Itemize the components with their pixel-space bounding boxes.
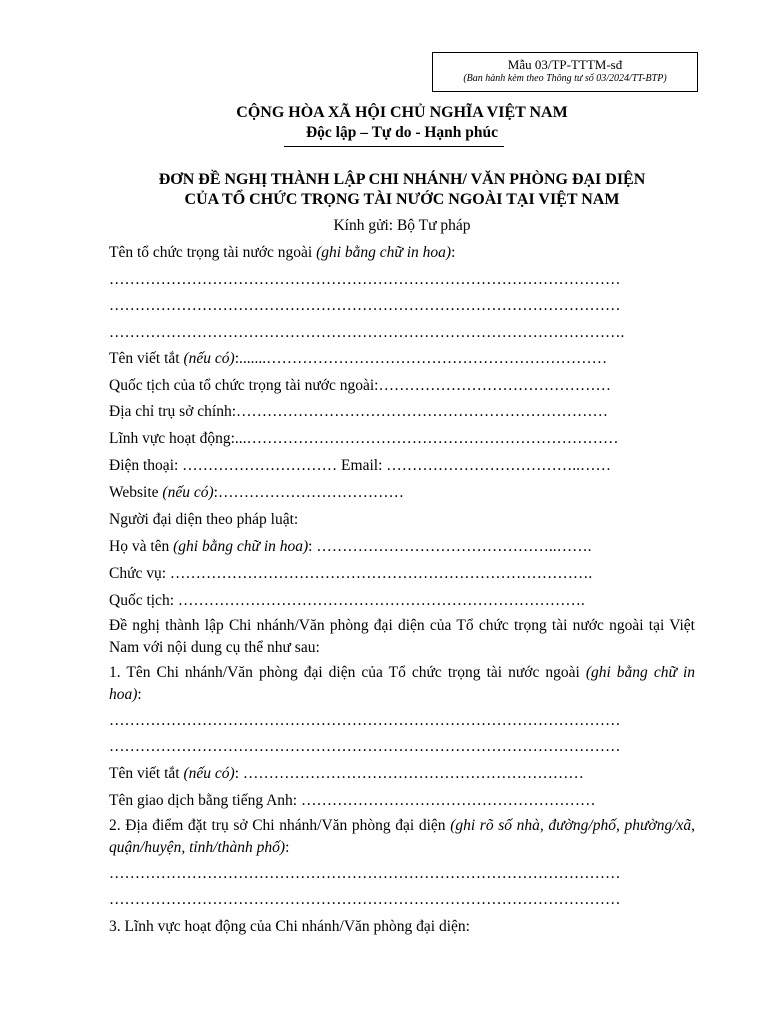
national-title: CỘNG HÒA XÃ HỘI CHỦ NGHĨA VIỆT NAM [236, 104, 568, 121]
fullname-note: (ghi bằng chữ in hoa) [173, 538, 309, 555]
item-2-note: (ghi rõ số nhà, đường/phố, phường/xã, quận/huyện, tỉnh/thành phố) [109, 817, 696, 856]
dotted-line: ……………………………………………………………………………………… [109, 297, 621, 314]
dotted-line: ……………………………………………………………………………………… [109, 865, 621, 882]
abbreviation-field [109, 349, 697, 369]
head-office-field: Địa chỉ trụ sở chính:……………………………………………………………… [109, 403, 609, 420]
abbreviation-2-field [109, 764, 697, 784]
document-title-line-1: ĐƠN ĐỀ NGHỊ THÀNH LẬP CHI NHÁNH/ VĂN PHÒNG ĐẠI DIỆN [158, 171, 646, 188]
item-3: 3. Lĩnh vực hoạt động của Chi nhánh/Văn phòng đại diện: [109, 918, 470, 935]
request-paragraph: Đề nghị thành lập Chi nhánh/Văn phòng đại diện của Tổ chức trọng tài nước ngoài tại Việt Nam với nội dung cụ thể như sau: [109, 617, 695, 656]
abbr2-note: (nếu có) [183, 765, 235, 782]
fullname-field [109, 537, 697, 557]
website-label: Website [109, 484, 163, 501]
org-name-label: Tên tổ chức trọng tài nước ngoài [109, 244, 317, 261]
legal-representative-heading: Người đại diện theo pháp luật: [109, 511, 299, 528]
addressee: Kính gửi: Bộ Tư pháp [333, 217, 471, 234]
position-field: Chức vụ: ………………………………………………………………………. [109, 565, 593, 582]
website-dots: :……………………………… [213, 484, 404, 501]
dotted-line: ……………………………………………………………………………………… [109, 271, 621, 288]
abbr-note: (nếu có) [183, 350, 235, 367]
org-name-colon: : [451, 244, 456, 261]
phone-email-field: Điện thoại: ………………………… Email: ………………………………..…… [109, 457, 612, 474]
abbr2-label: Tên viết tắt [109, 765, 184, 782]
dotted-line: ……………………………………………………………………………………… [109, 891, 621, 908]
form-code: Mẫu 03/TP-TTTM-sđ [507, 57, 623, 72]
english-name-field: Tên giao dịch bằng tiếng Anh: ………………………………………………… [109, 792, 596, 809]
item-2-colon: : [285, 839, 290, 856]
item-2-text: 2. Địa điểm đặt trụ sở Chi nhánh/Văn phòng đại diện [109, 817, 451, 834]
item-1-note: (ghi bằng chữ in hoa) [109, 664, 695, 703]
nationality-field: Quốc tịch: ……………………………………………………………………. [109, 592, 585, 609]
dotted-line: ……………………………………………………………………………………… [109, 738, 621, 755]
form-code-box [432, 52, 698, 92]
item-2 [109, 815, 695, 859]
item-1-text: 1. Tên Chi nhánh/Văn phòng đại diện của Tổ chức trọng tài nước ngoài [109, 664, 586, 681]
abbr2-dots: : ………………………………………………………… [234, 765, 584, 782]
motto: Độc lập – Tự do - Hạnh phúc [305, 124, 499, 141]
abbr-label: Tên viết tắt [109, 350, 184, 367]
dotted-line: ………………………………………………………………………………………. [109, 324, 625, 341]
abbr-dots: :.......………………………………………………………… [234, 350, 608, 367]
document-title-line-2: CỦA TỔ CHỨC TRỌNG TÀI NƯỚC NGOÀI TẠI VIỆT NAM [184, 191, 620, 208]
item-1-colon: : [137, 686, 142, 703]
org-name-field [109, 243, 697, 263]
item-1 [109, 662, 695, 706]
org-name-note: (ghi bằng chữ in hoa) [316, 244, 452, 261]
org-nationality-field: Quốc tịch của tổ chức trọng tài nước ngoài:……………………………………… [109, 377, 611, 394]
form-code-note: (Ban hành kèm theo Thông tư số 03/2024/TT-BTP) [463, 73, 667, 84]
motto-underline [284, 146, 504, 147]
fullname-label: Họ và tên [109, 538, 174, 555]
dotted-line: ……………………………………………………………………………………… [109, 712, 621, 729]
fullname-dots: : ………………………………………..……. [308, 538, 592, 555]
website-note: (nếu có) [162, 484, 214, 501]
field-of-activity-field: Lĩnh vực hoạt động:...……………………………………………………………… [109, 430, 619, 447]
website-field [109, 483, 697, 503]
